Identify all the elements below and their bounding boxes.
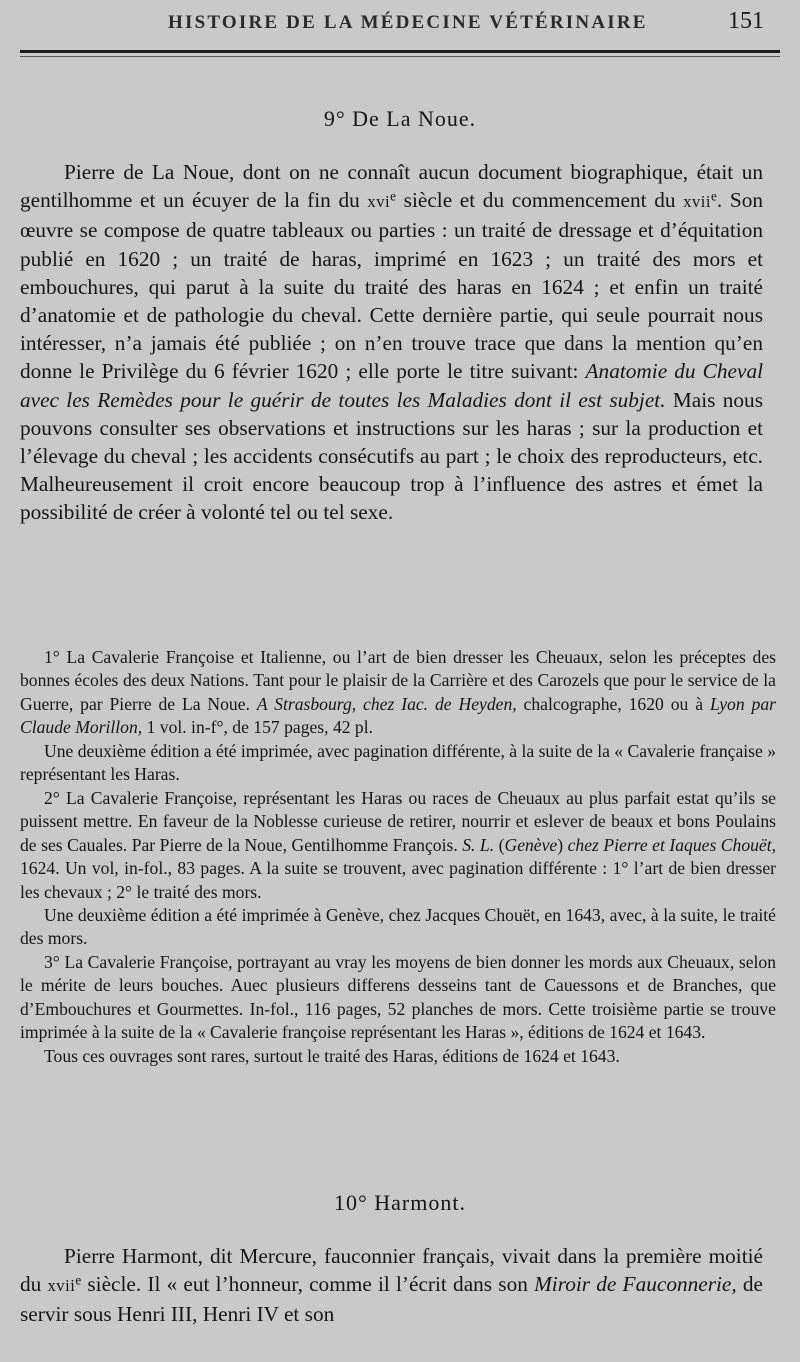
note-3: 3° La Cavalerie Françoise, portrayant au vray les moyens de bien donner les mords aux Cheuaux, selon le mérite de leurs bouches. Auec plusieurs differens desseins tant de Cauessons et de Branches, que d’Embouchures et Gourmettes. In-fol., 116 pages, 52 planches de mors. Cette troisième partie se trouve imprimée à la suite de la « Cavalerie françoise représentant les Haras », éditions de 1624 et 1643. — [20, 951, 776, 1043]
text-run: de servir sous Henri III, Henri IV et son — [20, 1272, 763, 1327]
century-numeral: xvii — [683, 192, 712, 212]
text-run: ( — [494, 834, 505, 855]
running-title: HISTOIRE DE LA MÉDECINE VÉTÉRINAIRE — [168, 12, 648, 33]
note-1-followup: Une deuxième édition a été imprimée, avec pagination différente, à la suite de la « Cavalerie française » représentant les Haras. — [20, 740, 776, 785]
text-run: siècle. Il « eut l’honneur, comme il l’écrit dans son — [81, 1272, 535, 1297]
text-run: Mais nous pouvons consulter ses observations et instructions sur les haras ; sur la production et l’élevage du cheval ; les accidents consécutifs au part ; le choix des reproducteurs, etc. Malheureusement il croit encore beaucoup trop à l’influence des astres et émet la possibilité de créer à volonté tel ou tel sexe. — [20, 387, 763, 525]
italic-title: Anatomie du Cheval avec les Remèdes pour le guérir de toutes les Maladies dont il est subjet. — [20, 359, 764, 412]
section-paragraph-harmont — [20, 1242, 763, 1329]
superscript: e — [711, 188, 717, 204]
text-run: 1° La Cavalerie Françoise et Italienne, ou l’art de bien dresser les Cheuaux, selon les préceptes des bonnes écoles des deux Nations. Tant pour le plaisir de la Carrière et des Carozels que pour le service de la Guerre, par Pierre de La Noue. — [20, 647, 776, 714]
italic-imprint: chez Pierre et Iaques Chouët, — [567, 834, 777, 855]
text-run: ) — [557, 834, 568, 855]
text-run: siècle et du commencement du — [396, 188, 684, 213]
century-numeral: xvi — [367, 192, 391, 212]
italic-imprint: Lyon par Claude Morillon, — [20, 693, 776, 738]
section-title-harmont: 10° Harmont. — [333, 1190, 466, 1215]
header-rule-thin — [20, 56, 780, 57]
running-head — [18, 6, 790, 40]
italic-title: Miroir de Fauconnerie, — [534, 1272, 737, 1297]
italic-imprint: S. L. — [462, 834, 495, 855]
italic-imprint: A Strasbourg, chez Iac. de Heyden, — [256, 693, 517, 714]
bibliography-notes — [20, 646, 776, 1068]
text-run: 1624. Un vol, in-fol., 83 pages. A la suite se trouvent, avec pagination différente : 1° l’art de bien dresser les chevaux ; 2° le traité des mors. — [20, 858, 776, 902]
text-run: 1 vol. in-f°, de 157 pages, 42 pl. — [142, 717, 374, 738]
note-2-followup: Une deuxième édition a été imprimée à Genève, chez Jacques Chouët, en 1643, avec, à la suite, le traité des mors. — [20, 904, 776, 949]
page-number: 151 — [728, 8, 764, 34]
text-run: chalcographe, 1620 ou à — [516, 693, 710, 714]
century-numeral: xvii — [47, 1276, 76, 1296]
note-3-followup: Tous ces ouvrages sont rares, surtout le traité des Haras, éditions de 1624 et 1643. — [44, 1045, 620, 1066]
note-1 — [20, 646, 776, 740]
text-run: . Son œuvre se compose de quatre tableaux ou parties : un traité de dressage et d’équitation publié en 1620 ; un traité de haras, imprimé en 1623 ; un traité des mors et embouchures, qui parut à la suite du traité des haras en 1624 ; et enfin un traité d’anatomie et de pathologie du cheval. Cette dernière partie, qui seule pourrait nous intéresser, n’a jamais été publiée ; on n’en trouve trace que dans la mention qu’en donne le Privilège du 6 février 1620 ; elle porte le titre suivant: — [20, 188, 764, 384]
text-run: Pierre de La Noue, dont on ne connaît aucun document biographique, était un gentilhomme et un écuyer de la fin du — [20, 160, 763, 213]
text-run: 2° La Cavalerie Françoise, représentant les Haras ou races de Cheuaux au plus parfait estat qu’ils se puissent mettre. En faveur de la Noblesse curieuse de retirer, nourrir et eslever de beaux et bons Poulains de ses Cauales. Par Pierre de la Noue, Gentilhomme François. — [20, 787, 776, 855]
section-title-de-la-noue: 9° De La Noue. — [323, 106, 477, 131]
superscript: e — [75, 1272, 82, 1288]
text-run: Pierre Harmont, dit Mercure, fauconnier français, vivait dans la première moitié du — [20, 1244, 763, 1297]
italic-imprint: Genève — [504, 834, 558, 855]
superscript: e — [390, 188, 397, 204]
section-paragraph-de-la-noue — [20, 158, 763, 527]
note-2 — [20, 787, 776, 904]
header-rule — [20, 50, 780, 53]
